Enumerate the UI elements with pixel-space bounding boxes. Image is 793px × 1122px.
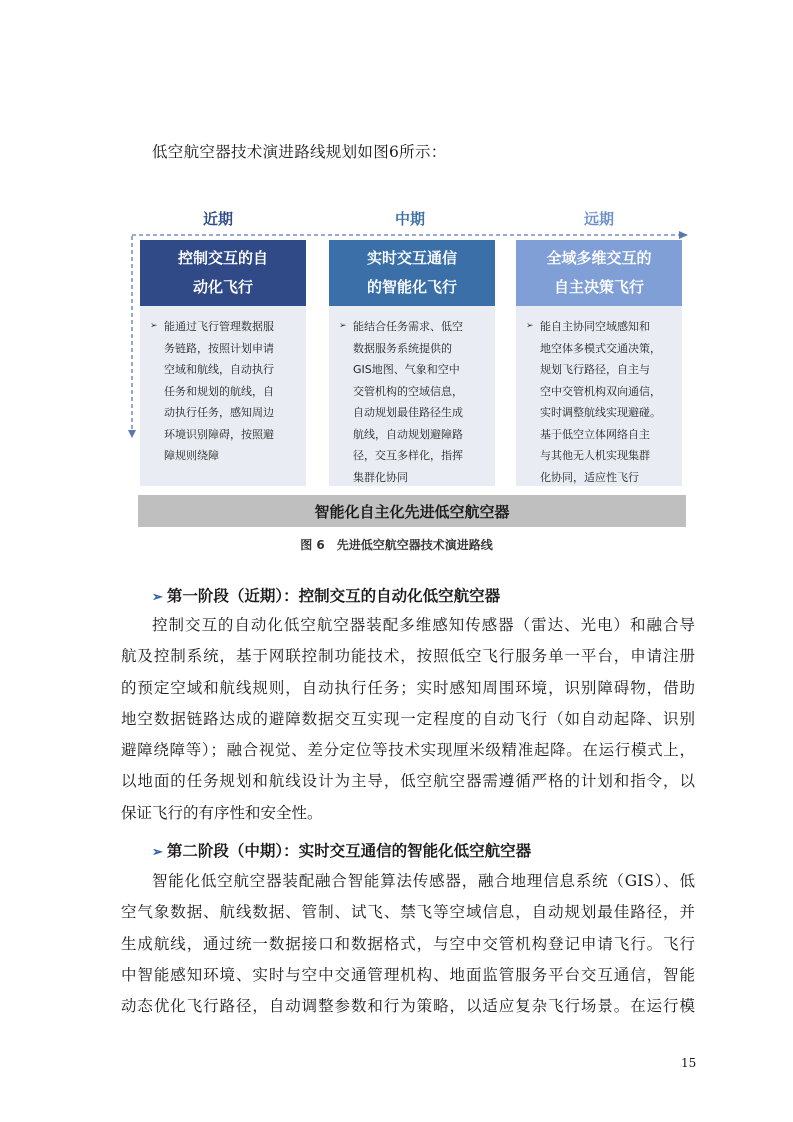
arrow-marker-icon: ➢ <box>152 845 163 860</box>
column-text: 能自主协同空域感知和 地空体多模式交通决策， 规划飞行路径，自主与 空中交管机构双向通信， 实时调整航线实现避碰。 基于低空立体网络自主 与其他无人机实现集群 化协同，适应性飞行 <box>540 320 661 484</box>
column-title <box>329 240 495 306</box>
text-line: 控制交互的自动化低空航空器装配多维感知传感器（雷达、光电）和融合导 <box>152 616 695 634</box>
bullet-icon: ➢ <box>526 321 534 331</box>
page-number: 15 <box>681 1056 697 1070</box>
text-line: 以地面的任务规划和航线设计为主导，低空航空器需遵循严格的计划和指令，以 <box>121 772 695 791</box>
phase-mid: 中期 <box>395 210 426 228</box>
title-line: 全域多维交互的 <box>546 249 652 267</box>
column-title <box>516 240 682 306</box>
column-far <box>516 240 682 486</box>
bottom-bar: 智能化自主化先进低空航空器 <box>138 495 686 527</box>
section2-paragraph <box>121 866 695 1022</box>
heading-text: 第一阶段（近期）：控制交互的自动化低空航空器 <box>166 586 501 605</box>
text-line: 的预定空域和航线规则，自动执行任务；实时感知周围环境，识别障碍物，借助 <box>121 678 695 697</box>
title-line: 实时交互通信 <box>366 249 457 267</box>
title-line: 动化飞行 <box>192 278 253 296</box>
column-mid <box>329 240 495 486</box>
roadmap-figure <box>128 200 688 535</box>
text-line: 中智能感知环境、实时与空中交通管理机构、地面监管服务平台交互通信，智能 <box>121 965 695 984</box>
column-text: 能结合任务需求、低空 数据服务系统提供的 GIS地图、气象和空中 交管机构的空域信息， 自动规划最佳路径生成 航线，自动规划避障路 径，交互多样化，指挥 集群化协同 <box>353 320 463 484</box>
figure-caption: 图 6 先进低空航空器技术演进路线 <box>300 538 493 552</box>
bullet-icon: ➢ <box>339 321 347 331</box>
text-line: 避障绕障等）；融合视觉、差分定位等技术实现厘米级精准起降。在运行模式上， <box>121 741 695 760</box>
text-line: 保证飞行的有序性和安全性。 <box>121 803 323 822</box>
column-title <box>140 240 306 306</box>
phase-far: 远期 <box>584 210 615 228</box>
text-line: 地空数据链路达成的避障数据交互实现一定程度的自动飞行（如自动起降、识别 <box>121 709 695 728</box>
text-line: 航及控制系统，基于网联控制功能技术，按照低空飞行服务单一平台，申请注册 <box>121 647 695 666</box>
title-line: 自主决策飞行 <box>553 278 644 296</box>
text-line: 智能化低空航空器装配融合智能算法传感器，融合地理信息系统（GIS）、低 <box>152 872 695 890</box>
column-text: 能通过飞行管理数据服 务链路，按照计划申请 空域和航线，自动执行 任务和规划的航线，自 动执行任务，感知周边 环境识别障碍，按照避 障规则绕障 <box>164 320 274 462</box>
section1-paragraph <box>121 610 695 829</box>
title-line: 控制交互的自 <box>177 249 268 267</box>
arrow-marker-icon: ➢ <box>152 590 163 605</box>
section2-heading <box>152 839 531 861</box>
bullet-icon: ➢ <box>150 321 158 331</box>
text-line: 空气象数据、航线数据、管制、试飞、禁飞等空域信息，自动规划最佳路径，并 <box>121 903 695 922</box>
section1-heading <box>152 584 500 606</box>
title-line: 的智能化飞行 <box>366 278 457 296</box>
column-near <box>140 240 306 486</box>
intro-text: 低空航空器技术演进路线规划如图6所示： <box>152 143 447 161</box>
phase-near: 近期 <box>203 210 234 228</box>
heading-text: 第二阶段（中期）：实时交互通信的智能化低空航空器 <box>166 841 532 860</box>
text-line: 生成航线，通过统一数据接口和数据格式，与空中交管机构登记申请飞行。飞行 <box>121 934 695 953</box>
text-line: 动态优化飞行路径，自动调整参数和行为策略，以适应复杂飞行场景。在运行模 <box>121 997 695 1016</box>
